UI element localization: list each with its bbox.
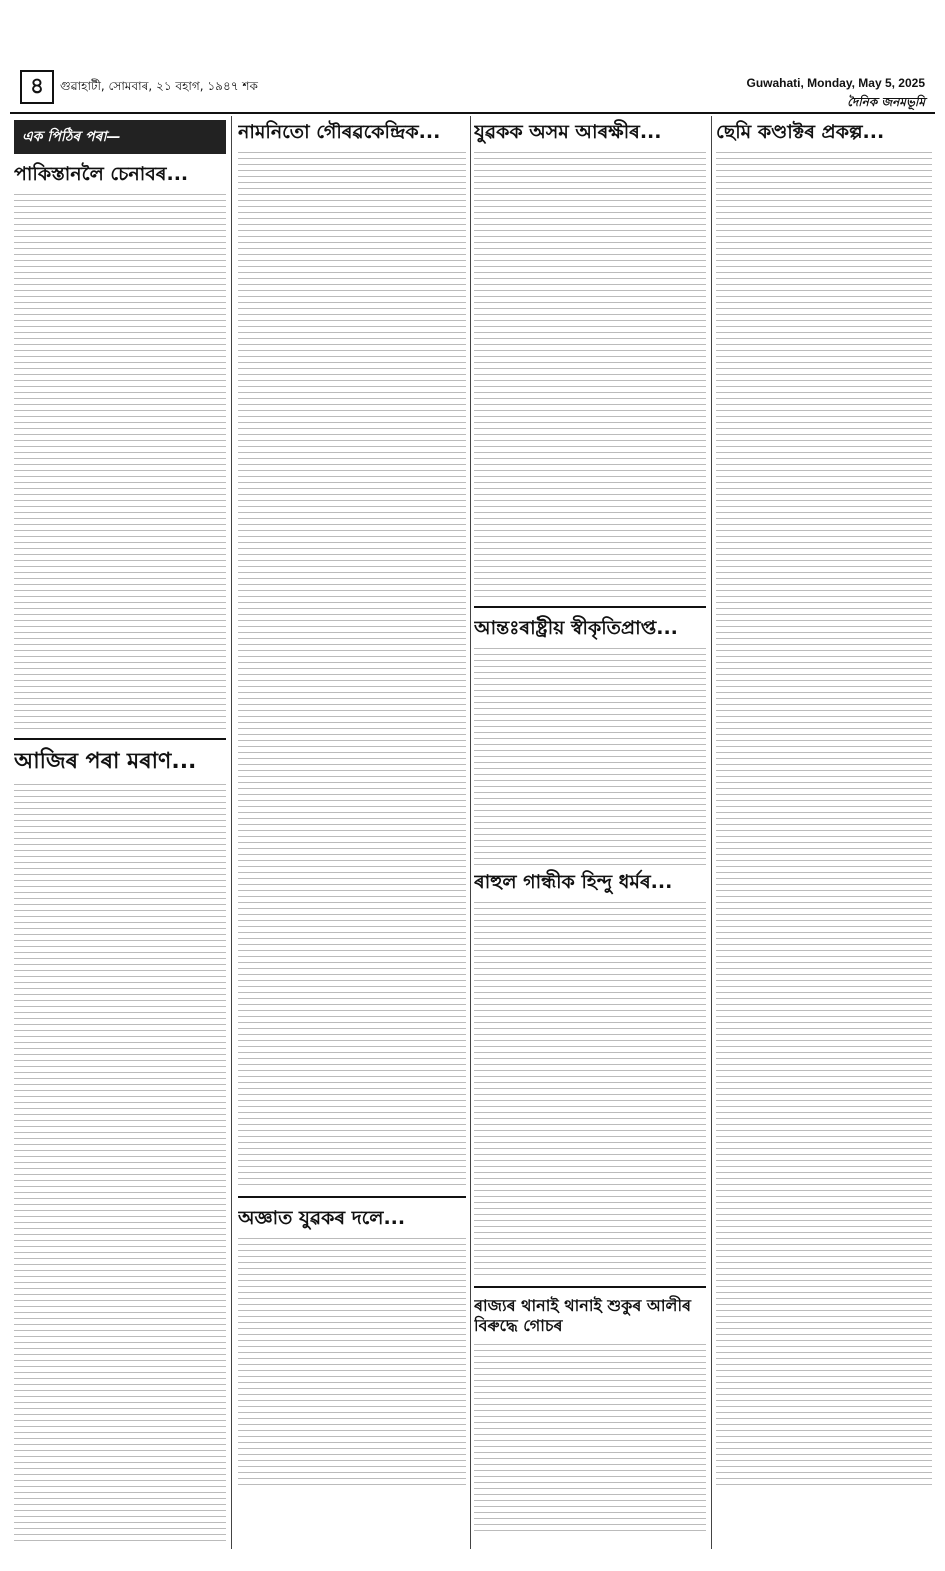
column-3 bbox=[474, 116, 706, 1549]
article-title: আজিৰ পৰা মৰাণ... bbox=[14, 749, 197, 774]
newspaper-brand: দৈনিক জনমভূমি bbox=[847, 95, 925, 109]
article-title: ৰাজ্যৰ থানাই থানাই শুকুৰ আলীৰ বিৰুদ্ধে গোচৰ bbox=[474, 1296, 692, 1335]
article-body bbox=[474, 646, 706, 866]
article-body bbox=[14, 192, 226, 732]
article-title: ৰাহুল গান্ধীক হিন্দু ধৰ্মৰ... bbox=[474, 871, 673, 893]
article-body bbox=[238, 150, 466, 1190]
page-number: ৪ bbox=[20, 70, 54, 104]
header-date-assamese: গুৱাহাটী, সোমবাৰ, ২১ বহাগ, ১৯৪৭ শক bbox=[60, 79, 258, 93]
article-body bbox=[14, 782, 226, 1542]
header-rule bbox=[10, 112, 935, 114]
article-body bbox=[474, 150, 706, 600]
article-title: পাকিস্তানলৈ চেনাবৰ... bbox=[14, 163, 189, 185]
article-title: ছেমি কণ্ডাক্টৰ প্ৰকল্প... bbox=[716, 121, 885, 143]
column-divider bbox=[231, 116, 232, 1549]
column-4 bbox=[716, 116, 932, 1549]
article-body bbox=[238, 1236, 466, 1486]
header-date-english bbox=[747, 76, 926, 114]
column-1 bbox=[14, 116, 226, 1549]
header-date-text: Guwahati, Monday, May 5, 2025 bbox=[746, 76, 925, 90]
continued-banner: এক পিঠিৰ পৰা— bbox=[14, 120, 226, 154]
article-title: নামনিতো গৌৰৱকেন্দ্ৰিক... bbox=[238, 121, 441, 143]
article-body bbox=[474, 900, 706, 1280]
article-title: যুৱকক অসম আৰক্ষীৰ... bbox=[474, 121, 662, 143]
column-divider bbox=[711, 116, 712, 1549]
column-2 bbox=[238, 116, 466, 1549]
article-body bbox=[474, 1342, 706, 1532]
article-title: আন্তঃৰাষ্ট্ৰীয় স্বীকৃতিপ্ৰাপ্ত... bbox=[474, 617, 678, 639]
article-body bbox=[716, 150, 932, 1490]
article-title: অজ্ঞাত যুৱকৰ দলে... bbox=[238, 1207, 406, 1229]
column-divider bbox=[470, 116, 471, 1549]
